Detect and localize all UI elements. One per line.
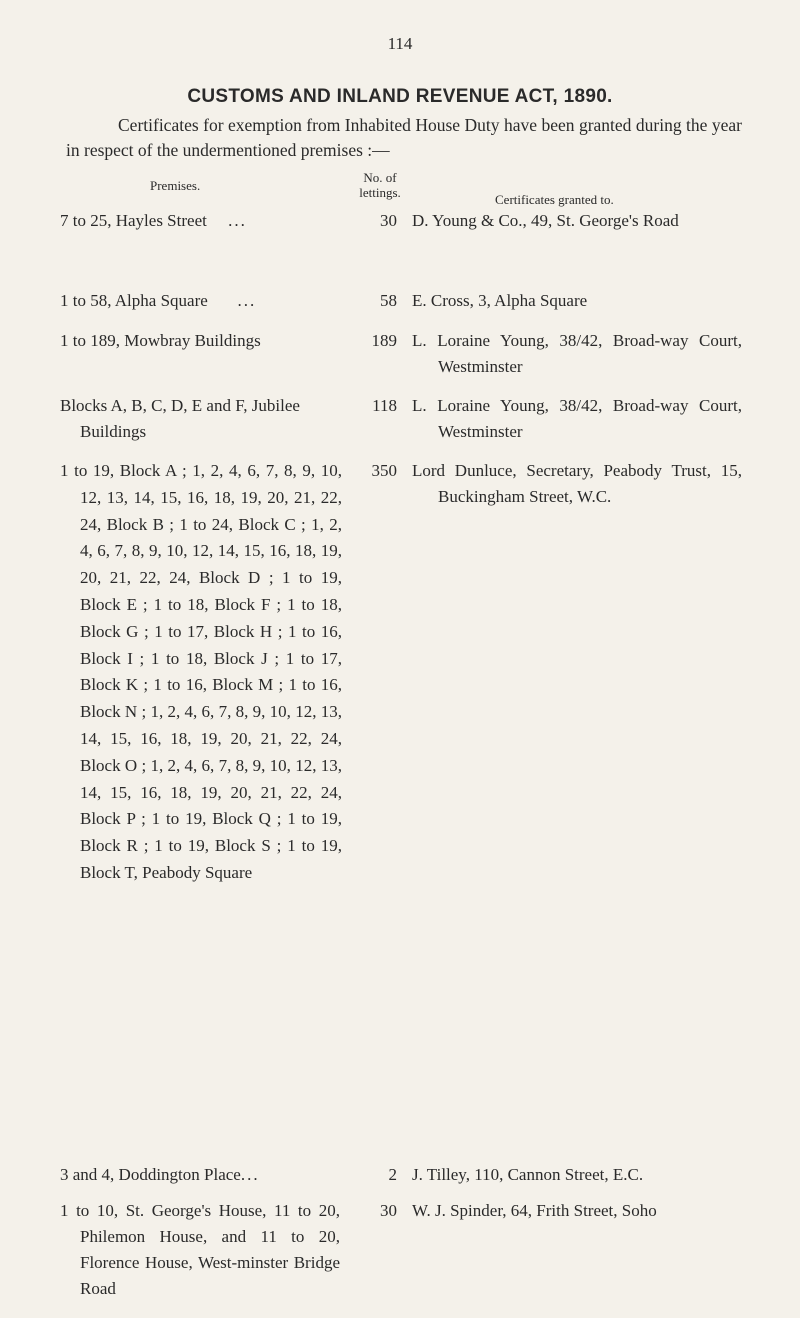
intro-paragraph: Certificates for exemption from Inhabited House Duty have been granted during the year in respect of the undermentioned premises :— [66,115,742,160]
premises-cell: Blocks A, B, C, D, E and F, Jubilee Buildings [60,396,300,441]
premises-cell: 1 to 189, Mowbray Buildings [60,331,261,350]
header-certificates-granted: Certificates granted to. [495,192,614,207]
granted-cell: E. Cross, 3, Alpha Square [412,291,588,310]
granted-cell: L. Loraine Young, 38/42, Broad-way Court, Westminster [412,331,742,376]
table-row [0,288,800,328]
page-number: 114 [387,34,413,53]
leader-dots: ... [237,291,257,310]
page-title: CUSTOMS AND INLAND REVENUE ACT, 1890. [187,86,613,107]
premises-cell: 1 to 19, Block A ; 1, 2, 4, 6, 7, 8, 9, 10, 12, 13, 14, 15, 16, 18, 19, 20, 21, 22, 24, Block B ; 1 to 24, Block C ; 1, 2, 4, 6, 7, 8, 9, 10, 12, 14, 15, 16, 18, 19, 20, 21, 22, 24, Block D ; 1 to 19, Block E ; 1 to 18, Block F ; 1 to 18, Block G ; 1 to 17, Block H ; 1 to 16, Block I ; 1 to 18, Block J ; 1 to 17, Block K ; 1 to 16, Block M ; 1 to 16, Block N ; 1, 2, 4, 6, 7, 8, 9, 10, 12, 13, 14, 15, 16, 18, 19, 20, 21, 22, 24, Block O ; 1, 2, 4, 6, 7, 8, 9, 10, 12, 13, 14, 15, 16, 18, 19, 20, 21, 22, 24, Block P ; 1 to 19, Block Q ; 1 to 19, Block R ; 1 to 19, Block S ; 1 to 19, Block T, Peabody Square [60,461,342,882]
granted-cell: W. J. Spinder, 64, Frith Street, Soho [412,1201,657,1220]
premises-cell: 7 to 25, Hayles Street ... [60,211,247,230]
lettings-cell: 30 [380,1201,397,1220]
lettings-cell: 30 [380,211,397,230]
premises-cell: 1 to 58, Alpha Square ... [60,291,257,310]
lettings-cell: 58 [380,291,397,310]
lettings-cell: 189 [371,331,397,350]
header-premises: Premises. [150,178,201,193]
lettings-cell: 350 [371,461,397,480]
table-header [0,170,800,212]
header-lettings-line2: lettings. [359,185,401,200]
granted-cell: L. Loraine Young, 38/42, Broad-way Court, Westminster [412,396,742,441]
premises-cell: 3 and 4, Doddington Place... [60,1165,260,1184]
leader-dots: ... [228,211,247,230]
lettings-cell: 118 [372,396,397,415]
granted-cell: D. Young & Co., 49, St. George's Road [412,211,679,230]
certificates-table [0,208,800,1318]
table-row [0,458,800,1162]
granted-cell: J. Tilley, 110, Cannon Street, E.C. [412,1165,644,1184]
table-row [0,1198,800,1318]
granted-cell: Lord Dunluce, Secretary, Peabody Trust, 15, Buckingham Street, W.C. [412,461,742,506]
table-row [0,393,800,458]
leader-dots: ... [240,1165,260,1184]
header-lettings [340,170,420,200]
lettings-cell: 2 [388,1165,397,1184]
table-row [0,1162,800,1198]
header-lettings-line1: No. of [363,170,397,185]
table-row [0,208,800,288]
table-row [0,328,800,393]
premises-cell: 1 to 10, St. George's House, 11 to 20, Philemon House, and 11 to 20, Florence House, West-minster Bridge Road [60,1201,340,1298]
